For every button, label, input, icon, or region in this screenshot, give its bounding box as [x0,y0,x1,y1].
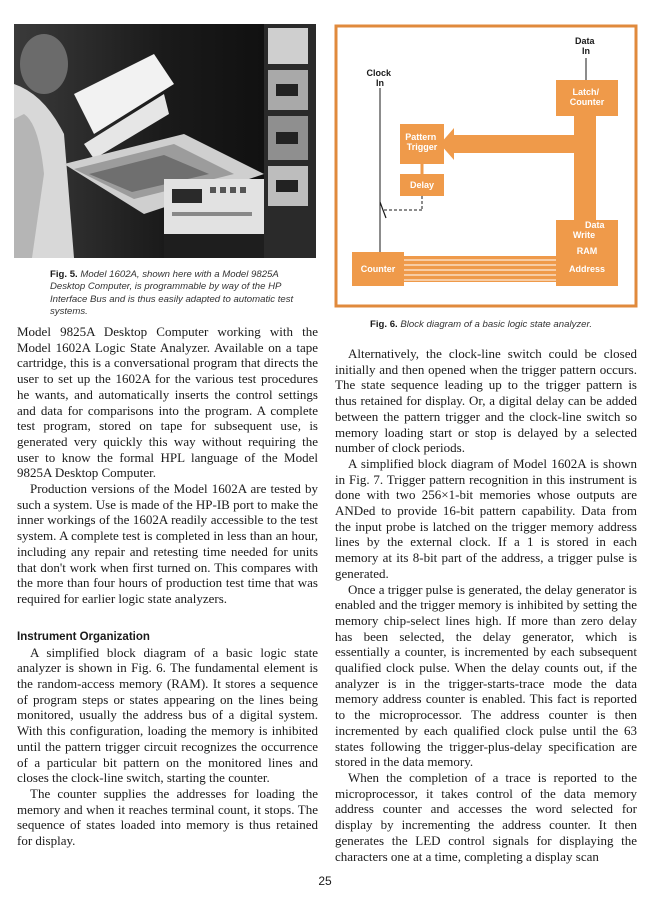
figure-5-photo [14,24,316,258]
left-column [17,324,318,849]
label-data-write: Data Write [572,220,605,240]
data-bus-to-trigger [454,135,574,153]
figure-6-caption-text: Block diagram of a basic logic state analyzer. [400,319,593,330]
right-column [335,346,637,864]
right-paragraph-3: Once a trigger pulse is generated, the delay generator is enabled and the trigger memory is inhibited by setting the memory chip-select lines high. If more than zero delay has been selected, the delay generator, which is essentially a counter, is incremented by each subsequent qualified clock pulse. When the delay counts out, if the analyzer is in the trigger-starts-trace mode the data memory address counter is enabled. This fact is reported to the microprocessor. The address counter is then incremented by each qualified clock pulse until the 63 states following the trigger-plus-delay specification are stored in the data memory. [335,581,637,770]
label-address: Address [568,264,606,274]
left-paragraph-2: Production versions of the Model 1602A are tested by such a system. Use is made of the HP-IB port to make the inner workings of the 1602A readily accessible to the test system. A complete test is completed in less than an hour, including any repair and retesting time needed for units that don't work when first turned on. This compares with the more than four hours of production test time that was required for earlier logic state analyzers. [17,481,318,606]
figure-5-caption-number: Fig. 5. [50,269,78,280]
figure-5-caption-text: Model 1602A, shown here with a Model 9825A Desktop Computer, is programmable by way of the HP Interface Bus and is thus easily adapted to automatic test systems. [50,269,294,318]
label-clock-in: Clock In [366,68,391,88]
data-bus-vertical [574,116,596,220]
label-counter: Counter [360,264,396,274]
page-number: 25 [318,874,332,888]
label-ram: RAM [576,246,598,256]
operator-with-analyzer-photo [14,24,316,258]
label-delay: Delay [409,180,435,190]
section-heading-instrument-organization: Instrument Organization [17,630,150,643]
label-data-in-line1: Data [574,36,595,46]
label-data-in-line2: In [582,46,590,56]
figure-6-caption-number: Fig. 6. [370,319,398,330]
right-paragraph-4: When the completion of a trace is reported to the microprocessor, it takes control of the data memory address counter and accesses the word selected for display by incrementing the address counter. It then generates the LED control signals for displaying the characters one at a time, completing a display scan [335,769,637,864]
left-paragraph-1: Model 9825A Desktop Computer working with the Model 1602A Logic State Analyzer. Available on a tape cartridge, this is a conversational program that directs the user to set up the 1602A for the various test procedures he wants, and automatically inserts the control settings and data for comparisons into the program. A complete test program, stored on tape for subsequent use, is generated very quickly this way without requiring the user to know the formal HPL language of the Model 9825A Desktop Computer. [17,324,318,481]
label-latch-counter: Latch/ Counter [569,87,605,107]
left-paragraph-4: The counter supplies the addresses for loading the memory and when it reaches terminal count, it stops. The sequence of states loaded into memory is thus retained for display. [17,785,318,849]
left-paragraph-3: A simplified block diagram of a basic logic state analyzer is shown in Fig. 6. The fundamental element is the random-access memory (RAM). It stores a sequence of program steps or states appearing on the lines being monitored, usually the address bus of a digital system. With this configuration, loading the memory is inhibited until the pattern trigger circuit recognizes the occurrence of a particular bit pattern on the monitored lines and closes the clock-line switch, starting the counter. [17,644,318,786]
right-paragraph-1: Alternatively, the clock-line switch could be closed initially and then opened when the trigger pattern occurs. The state sequence leading up to the trigger pattern is thus retained for display. Or, a digital delay can be added between the pattern trigger and the clock-line switch so memory loading start or stop is delayed by a selected number of clock periods. [335,346,637,456]
figure-6-block-diagram [334,24,638,308]
label-pattern-trigger: Pattern Trigger [405,132,438,152]
figure-5-caption [50,269,315,319]
right-paragraph-2: A simplified block diagram of Model 1602A is shown in Fig. 7. Trigger pattern recognition in this instrument is done with two 256×1-bit memories whose outputs are ANDed to provide 16-bit pattern capability. Data from the input probe is latched on the trigger memory address lines by the external clock. If a 1 is stored in each memory at its 8-bit part of the address, a trigger pulse is generated. [335,455,637,581]
figure-6-caption [370,319,630,331]
